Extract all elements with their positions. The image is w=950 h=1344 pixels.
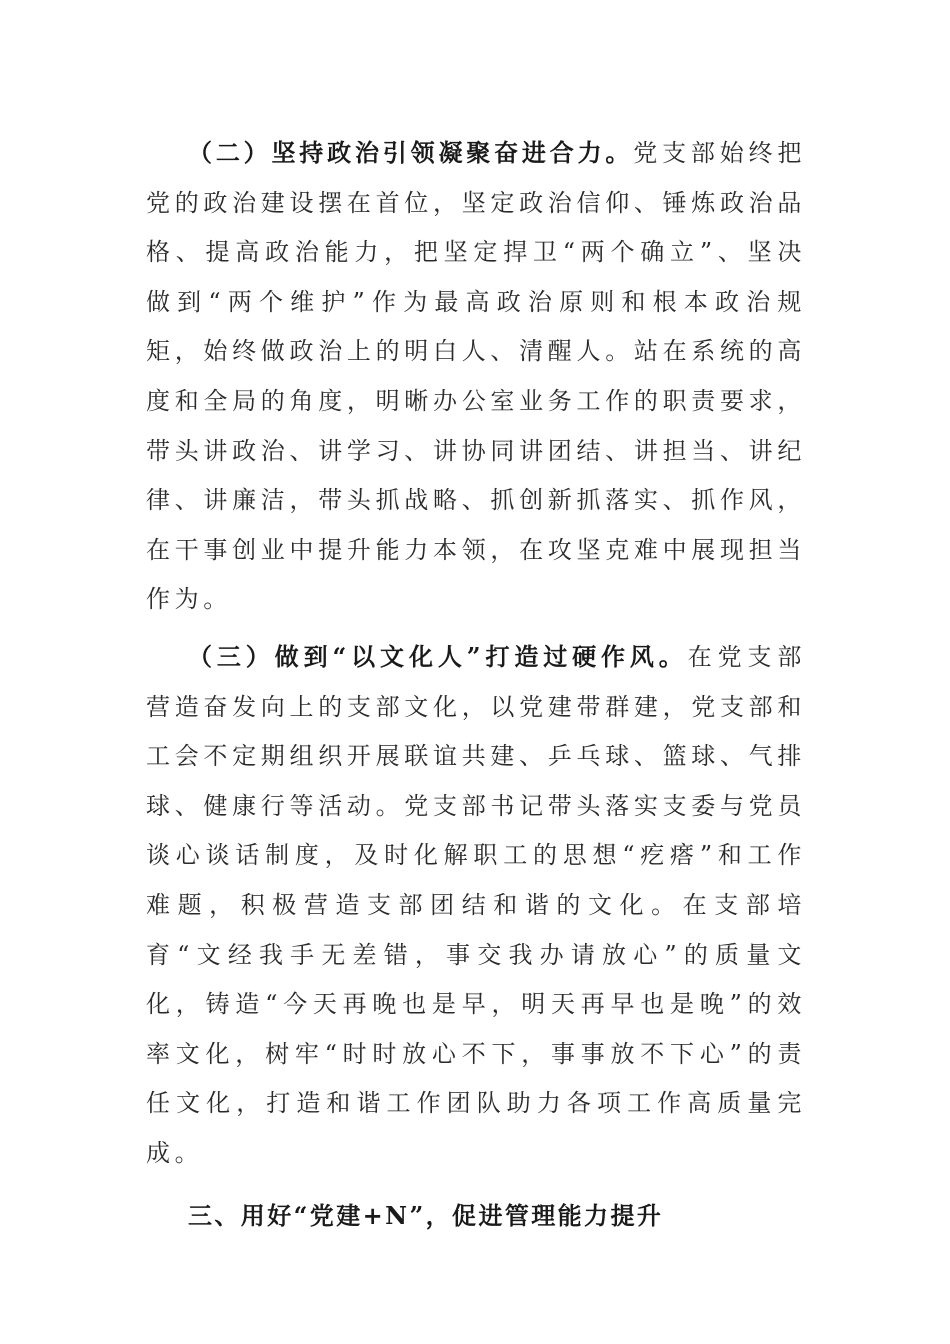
- paragraph-lead: （二）坚持政治引领凝聚奋进合力。: [188, 138, 634, 167]
- paragraph-culture-work-style: [146, 632, 806, 1179]
- paragraph-text: 在党支部营造奋发向上的支部文化，以党建带群建，党支部和工会不定期组织开展联谊共建、乒乓球、篮球、气排球、健康行等活动。党支部书记带头落实支委与党员谈心谈话制度，及时化解职工的思想“疙瘩”和工作难题，积极营造支部团结和谐的文化。在支部培育“文经我手无差错，事交我办请放心”的质量文化，铸造“今天再晚也是早，明天再早也是晚”的效率文化，树牢“时时放心不下，事事放不下心”的责任文化，打造和谐工作团队助力各项工作高质量完成。: [146, 642, 806, 1167]
- section-heading: 三、用好“党建+N”，促进管理能力提升: [188, 1201, 664, 1231]
- paragraph-lead: （三）做到“以文化人”打造过硬作风。: [188, 641, 688, 671]
- paragraph-political-leadership: [146, 128, 806, 625]
- paragraph-text: 党支部始终把党的政治建设摆在首位，坚定政治信仰、锤炼政治品格、提高政治能力，把坚定捍卫“两个确立”、坚决做到“两个维护”作为最高政治原则和根本政治规矩，始终做政治上的明白人、清醒人。站在系统的高度和全局的角度，明晰办公室业务工作的职责要求，带头讲政治、讲学习、讲协同讲团结、讲担当、讲纪律、讲廉洁，带头抓战略、抓创新抓落实、抓作风，在干事创业中提升能力本领，在攻坚克难中展现担当作为。: [146, 139, 806, 614]
- document-body: [146, 128, 806, 1241]
